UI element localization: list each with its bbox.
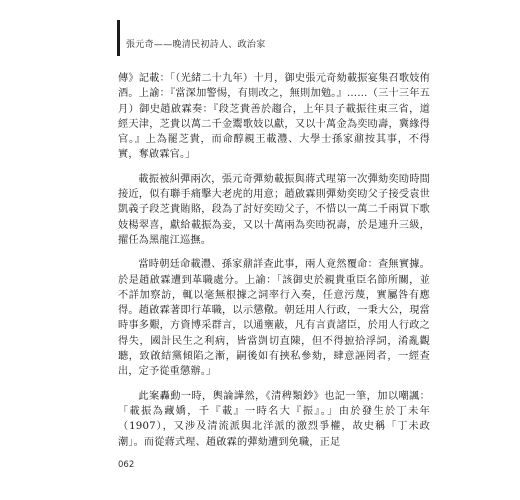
body-text: [118, 71, 430, 459]
page-number: 062: [118, 460, 135, 470]
paragraph: 傳》記載：「（光緒二十九年）十月，御史張元奇劾載振宴集召歌妓侑酒。上諭：『當深加警惕，有則改之，無則加勉。』……（三十三年五月）御史趙啟霖奏：『段芝貴善於趨合，上年貝子載振往東三省，道經天津，芝貴以萬二千金鬻歌妓以獻，又以十萬金為奕劻壽，冀緣得官。』上為罷芝貴，而命醇親王載灃、大學士孫家鼐按其事，不得實，奪啟霖官。」: [118, 73, 430, 161]
paragraph: 載振被糾彈兩次，張元奇彈劾載振與蔣式瑆第一次彈劾奕劻時間接近，似有聯手痛擊大老虎的用意；趙啟霖則彈劾奕劻父子接受袁世凱義子段芝貴賄賂，段為了討好奕劻父子，不惜以一萬二千兩買下歌妓楊翠喜，獻給載振為妾，又以十萬兩為奕劻祝壽，於是連升三級，擢任為黑龍江巡撫。: [118, 173, 430, 246]
paragraph: 此案轟動一時，輿論譁然，《清稗類鈔》也記一筆，加以嘲諷：「載振為藏嬌，千『載』一時名大『振』。」由於發生於丁未年（1907），又涉及清流派與北洋派的激烈爭權，故史稱「丁未政潮」。而從蔣式瑆、趙啟霖的彈劾遭到免職，正足: [118, 390, 430, 448]
header-rule: [117, 20, 120, 56]
paragraph: 當時朝廷命載灃、孫家鼐詳查此事，兩人竟然覆命：查無實據。於是趙啟霖遭到革職處分。上諭：「該御史於親貴重臣名節所關，並不詳加察訪，輒以毫無根據之詞率行入奏，任意污蔑，實屬咎有應得。趙啟霖著即行革職，以示懲儆。朝廷用人行政，一秉大公，現當時事多艱，方資博采群言，以通壅蔽，凡有言責諸臣，於用人行政之得失，國計民生之利病，皆當剴切直陳，但不得摭拾浮詞，淆亂觀聽，致啟結黨傾陷之漸，嗣後如有挾私參劾，肆意誣罔者，一經查出，定予從重懲辦。」: [118, 259, 430, 378]
running-head: 張元奇——晚清民初詩人、政治家: [126, 40, 266, 50]
